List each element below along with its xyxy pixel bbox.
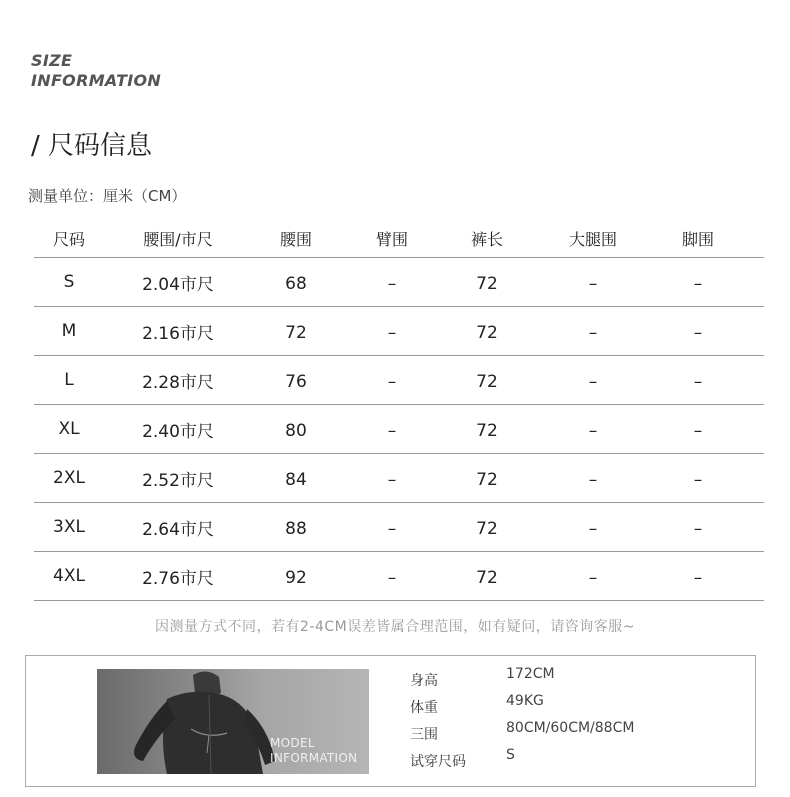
table-row [34,405,764,454]
column-header-thigh: 大腿围 [568,230,617,249]
model-info-measurements [410,718,690,745]
cell-waist-shichi: 2.16市尺 [142,323,214,344]
cell-waist: 84 [285,470,307,490]
column-header-waist-shichi: 腰围/市尺 [143,230,213,249]
cell-length: 72 [476,323,498,343]
table-row [34,552,764,601]
info-key: 三围 [410,727,438,743]
cell-arm: – [387,372,397,392]
measurement-note: 因测量方式不同，若有2-4CM误差皆属合理范围，如有疑问，请咨询客服~ [155,619,635,635]
cell-arm: – [387,421,397,441]
column-header-leg-opening: 脚围 [681,230,714,249]
cell-leg-opening: – [693,519,703,539]
cell-waist: 76 [285,372,307,392]
cell-arm: – [387,323,397,343]
size-table [34,220,764,601]
cell-thigh: – [588,519,598,539]
cell-length: 72 [476,421,498,441]
cell-size: M [61,321,77,341]
info-value: S [506,747,515,763]
model-photo [97,669,369,774]
column-header-arm: 臂围 [375,230,408,249]
cell-waist: 68 [285,274,307,294]
cell-leg-opening: – [693,323,703,343]
cell-waist: 80 [285,421,307,441]
model-label-line1: MODEL [270,736,315,750]
cell-leg-opening: – [693,372,703,392]
table-header-row [34,220,764,258]
cell-waist: 72 [285,323,307,343]
model-info-weight [410,691,690,718]
size-heading-line2: INFORMATION [31,71,162,90]
cell-size: 2XL [53,468,85,488]
model-label-line2: INFORMATION [270,751,358,765]
cell-leg-opening: – [693,470,703,490]
cell-thigh: – [588,470,598,490]
cell-length: 72 [476,519,498,539]
column-header-waist: 腰围 [279,230,312,249]
cell-arm: – [387,470,397,490]
info-key: 体重 [410,700,438,716]
cell-waist: 88 [285,519,307,539]
table-row [34,503,764,552]
table-row [34,356,764,405]
cell-thigh: – [588,372,598,392]
info-value: 80CM/60CM/88CM [506,720,635,736]
cell-waist-shichi: 2.64市尺 [142,519,214,540]
info-key: 身高 [410,673,438,689]
cell-leg-opening: – [693,274,703,294]
cell-length: 72 [476,568,498,588]
model-information-box [25,655,756,787]
cell-thigh: – [588,323,598,343]
table-row [34,307,764,356]
cell-length: 72 [476,470,498,490]
cell-waist-shichi: 2.28市尺 [142,372,214,393]
info-value: 172CM [506,666,555,682]
column-header-length: 裤长 [470,230,503,249]
cell-size: L [64,370,74,390]
cell-size: S [63,272,75,292]
cell-length: 72 [476,372,498,392]
model-information-label [270,736,357,766]
cell-arm: – [387,274,397,294]
cell-length: 72 [476,274,498,294]
measurement-unit: 测量单位：厘米（CM） [28,187,187,205]
table-row [34,454,764,503]
cell-waist: 92 [285,568,307,588]
cell-size: 3XL [53,517,85,537]
cell-waist-shichi: 2.40市尺 [142,421,214,442]
page-title: / 尺码信息 [31,131,153,161]
cell-waist-shichi: 2.52市尺 [142,470,214,491]
cell-thigh: – [588,274,598,294]
cell-arm: – [387,519,397,539]
cell-thigh: – [588,568,598,588]
cell-thigh: – [588,421,598,441]
model-info-list [410,664,690,772]
cell-leg-opening: – [693,568,703,588]
cell-arm: – [387,568,397,588]
cell-waist-shichi: 2.76市尺 [142,568,214,589]
cell-waist-shichi: 2.04市尺 [142,274,214,295]
column-header-size: 尺码 [52,230,85,249]
info-key: 试穿尺码 [410,754,466,770]
cell-size: XL [58,419,80,439]
model-info-height [410,664,690,691]
cell-leg-opening: – [693,421,703,441]
table-row [34,258,764,307]
size-information-heading [31,51,161,91]
cell-size: 4XL [53,566,85,586]
info-value: 49KG [506,693,544,709]
size-heading-line1: SIZE [31,51,73,70]
model-info-fitted-size [410,745,690,772]
